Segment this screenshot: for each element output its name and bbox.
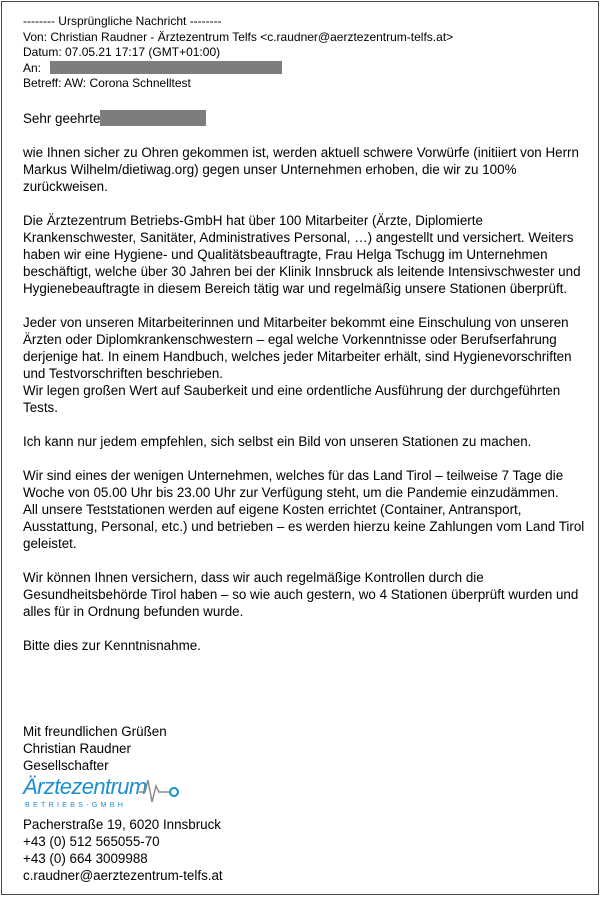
email-document bbox=[1, 1, 599, 895]
paragraph-costs: All unsere Teststationen werden auf eigene Kosten errichtet (Container, Antransport, Ausstattung, Personal, etc.) und betrieben – es werden hierzu keine Zahlungen vom Land Tirol geleistet. bbox=[23, 502, 585, 551]
redacted-recipient bbox=[50, 61, 282, 74]
salutation-text: Sehr geehrte bbox=[23, 111, 101, 126]
heartbeat-icon bbox=[139, 776, 183, 806]
paragraph-recommendation: Ich kann nur jedem empfehlen, sich selbst ein Bild von unseren Stationen zu machen. bbox=[23, 434, 532, 449]
salutation bbox=[23, 110, 585, 127]
closing: Mit freundlichen Grüßen bbox=[23, 724, 167, 739]
signature-block bbox=[23, 723, 167, 774]
forward-header bbox=[23, 14, 453, 92]
paragraph-allegations: wie Ihnen sicher zu Ohren gekommen ist, werden aktuell schwere Vorwürfe (initiiert von Herrn Markus Wilhelm/dietiwag.org) gegen unser Unternehmen erhoben, die wir zu 100% zurückweisen. bbox=[23, 145, 579, 194]
phone-mobile: +43 (0) 664 3009988 bbox=[23, 851, 148, 866]
contact-block bbox=[23, 816, 223, 884]
redacted-name bbox=[100, 110, 206, 126]
paragraph-company: Die Ärztezentrum Betriebs-GmbH hat über 100 Mitarbeiter (Ärzte, Diplomierte Krankenschwester, Sanitäter, Administratives Personal, …) angestellt und versichert. Weiters haben wir eine Hygiene- und Qualitätsbeauftragte, Frau Helga Tschugg im Unternehmen beschäftigt, welche über 30 Jahren bei der Klinik Innsbruck als leitende Intensivschwester und Hygienebeauftragte in diesem Bereich tätig war und regelmäßig unsere Stationen überprüft. bbox=[23, 213, 581, 296]
paragraph-acknowledge: Bitte dies zur Kenntnisnahme. bbox=[23, 638, 201, 653]
company-logo bbox=[23, 774, 183, 810]
email-address[interactable]: c.raudner@aerztezentrum-telfs.at bbox=[23, 868, 223, 883]
paragraph-cleanliness: Wir legen großen Wert auf Sauberkeit und eine ordentliche Ausführung der durchgeführten Tests. bbox=[23, 383, 561, 415]
paragraph-controls: Wir können Ihnen versichern, dass wir auch regelmäßige Kontrollen durch die Gesundheitsbehörde Tirol haben – so wie auch gestern, wo 4 Stationen überprüft wurden und alles für in Ordnung befunden wurde. bbox=[23, 570, 579, 619]
subject-line: Betreff: AW: Corona Schnelltest bbox=[23, 76, 191, 90]
to-label: An: bbox=[23, 60, 42, 75]
logo-wordmark: Ärztezentrum bbox=[23, 774, 147, 799]
sender-role: Gesellschafter bbox=[23, 758, 109, 773]
sender-name: Christian Raudner bbox=[23, 741, 131, 756]
original-message-separator: -------- Ursprüngliche Nachricht -------- bbox=[23, 14, 222, 28]
phone-office: +43 (0) 512 565055-70 bbox=[23, 834, 160, 849]
paragraph-availability: Wir sind eines der wenigen Unternehmen, welches für das Land Tirol – teilweise 7 Tage die Woche von 05.00 Uhr bis 23.00 Uhr zur Verfügung steht, um die Pandemie einzudämmen. bbox=[23, 468, 564, 500]
message-body bbox=[23, 110, 585, 671]
date-line: Datum: 07.05.21 17:17 (GMT+01:00) bbox=[23, 45, 221, 59]
address: Pacherstraße 19, 6020 Innsbruck bbox=[23, 817, 221, 832]
paragraph-training bbox=[23, 314, 585, 382]
paragraph-training-text: Jeder von unseren Mitarbeiterinnen und Mitarbeiter bekommt eine Einschulung von unseren Ärzten oder Diplomkrankenschwestern – egal welche Vorkenntnisse oder Berufserfahrung derjenige hat. In einem Handbuch, welches jeder Mitarbeiter erhält, sind Hygienevorschriften und Testvorschriften beschrieben. bbox=[23, 315, 572, 381]
logo-subtitle: BETRIEBS-GMBH bbox=[25, 800, 127, 809]
from-line: Von: Christian Raudner - Ärztezentrum Telfs <c.raudner@aerztezentrum-telfs.at> bbox=[23, 29, 454, 44]
to-line bbox=[23, 61, 453, 77]
